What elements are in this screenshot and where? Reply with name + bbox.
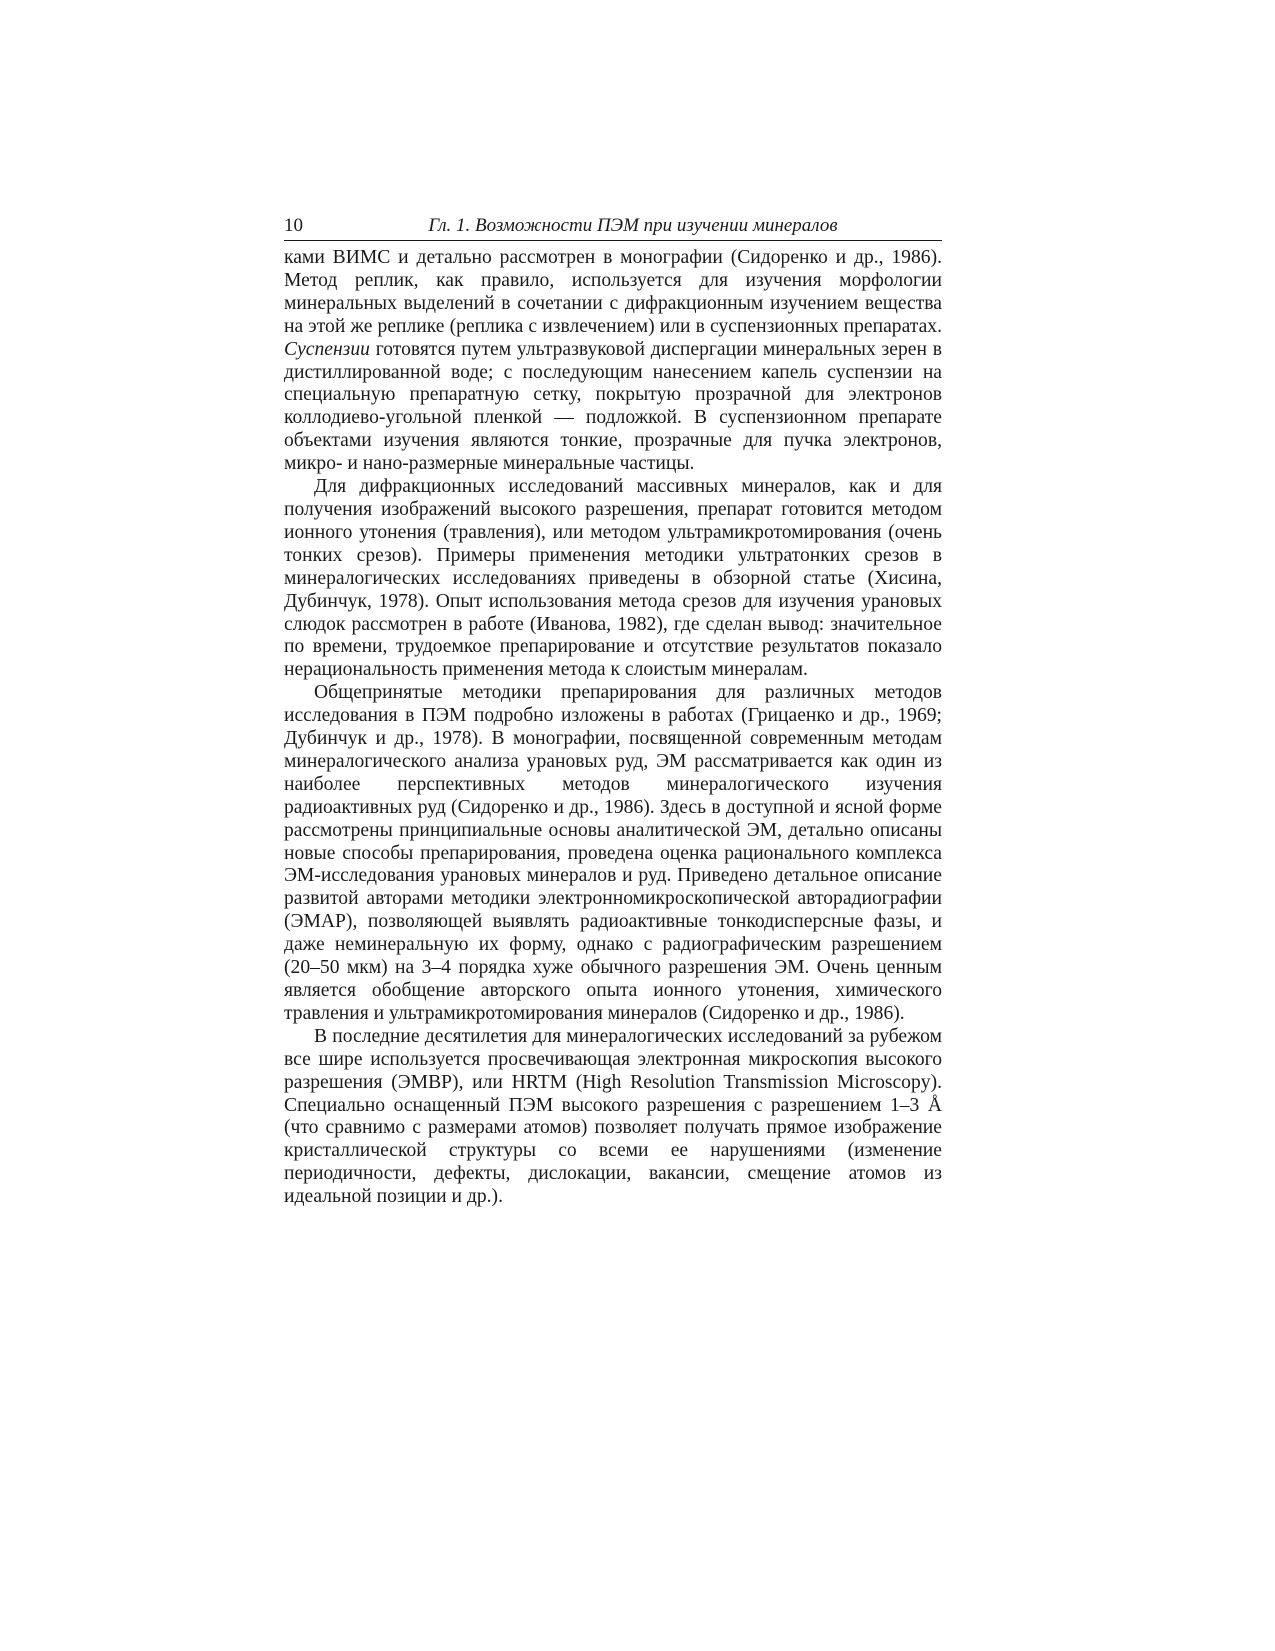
chapter-title: Гл. 1. Возможности ПЭМ при изучении минералов bbox=[428, 215, 838, 236]
paragraph-1-text-end: готовятся путем ультразвуковой диспергации минеральных зерен в дистиллированной воде; с последующим нанесением капель суспензии на специальную препаратную сетку, покрытую прозрачной для электронов коллодиево-угольной пленкой — подложкой. В суспензионном препарате объектами изучения являются тонкие, прозрачные для пучка электронов, микро- и нано-размерные минеральные частицы. bbox=[284, 338, 942, 475]
paragraph-2: Для дифракционных исследований массивных минералов, как и для получения изображений высокого разрешения, препарат готовится методом ионного утонения (травления), или методом ультрамикротомирования (очень тонких срезов). Примеры применения методики ультратонких срезов в минералогических исследованиях приведены в обзорной статье (Хисина, Дубинчук, 1978). Опыт использования метода срезов для изучения урановых слюдок рассмотрен в работе (Иванова, 1982), где сделан вывод: значительное по времени, трудоемкое препарирование и отсутствие результатов показало нерациональность применения метода к слоистым минералам. bbox=[284, 476, 942, 681]
emphasized-term: Суспензии bbox=[284, 338, 370, 360]
body-text bbox=[284, 247, 942, 1209]
book-page bbox=[284, 212, 942, 1209]
paragraph-1 bbox=[284, 247, 942, 476]
paragraph-3: Общепринятые методики препарирования для различных методов исследования в ПЭМ подробно изложены в работах (Грицаенко и др., 1969; Дубинчук и др., 1978). В монографии, посвященной современным методам минералогического анализа урановых руд, ЭМ рассматривается как один из наиболее перспективных методов минералогического изучения радиоактивных руд (Сидоренко и др., 1986). Здесь в доступной и ясной форме рассмотрены принципиальные основы аналитической ЭМ, детально описаны новые способы препарирования, проведена оценка рационального комплекса ЭМ-исследования урановых минералов и руд. Приведено детальное описание развитой авторами методики электронномикроскопической авторадиографии (ЭМАР), позволяющей выявлять радиоактивные тонкодисперсные фазы, и даже неминеральную их форму, однако с радиографическим разрешением (20–50 мкм) на 3–4 порядка хуже обычного разрешения ЭМ. Очень ценным является обобщение авторского опыта ионного утонения, химического травления и ультрамикротомирования минералов (Сидоренко и др., 1986). bbox=[284, 682, 942, 1024]
page-number: 10 bbox=[284, 215, 303, 236]
running-head bbox=[284, 212, 942, 241]
paragraph-4: В последние десятилетия для минералогических исследований за рубежом все шире используется просвечивающая электронная микроскопия высокого разрешения (ЭМВР), или HRTM (High Resolution Transmission Microscopy). Специально оснащенный ПЭМ высокого разрешения с разрешением 1–3 Å (что сравнимо с размерами атомов) позволяет получать прямое изображение кристаллической структуры со всеми ее нарушениями (изменение периодичности, дефекты, дислокации, вакансии, смещение атомов из идеальной позиции и др.). bbox=[284, 1025, 942, 1208]
paragraph-1-text-start: ками ВИМС и детально рассмотрен в монографии (Сидоренко и др., 1986). Метод реплик, как правило, используется для изучения морфологии минеральных выделений в сочетании с дифракционным изучением вещества на этой же реплике (реплика с извлечением) или в суспензионных препаратах. bbox=[284, 247, 942, 337]
